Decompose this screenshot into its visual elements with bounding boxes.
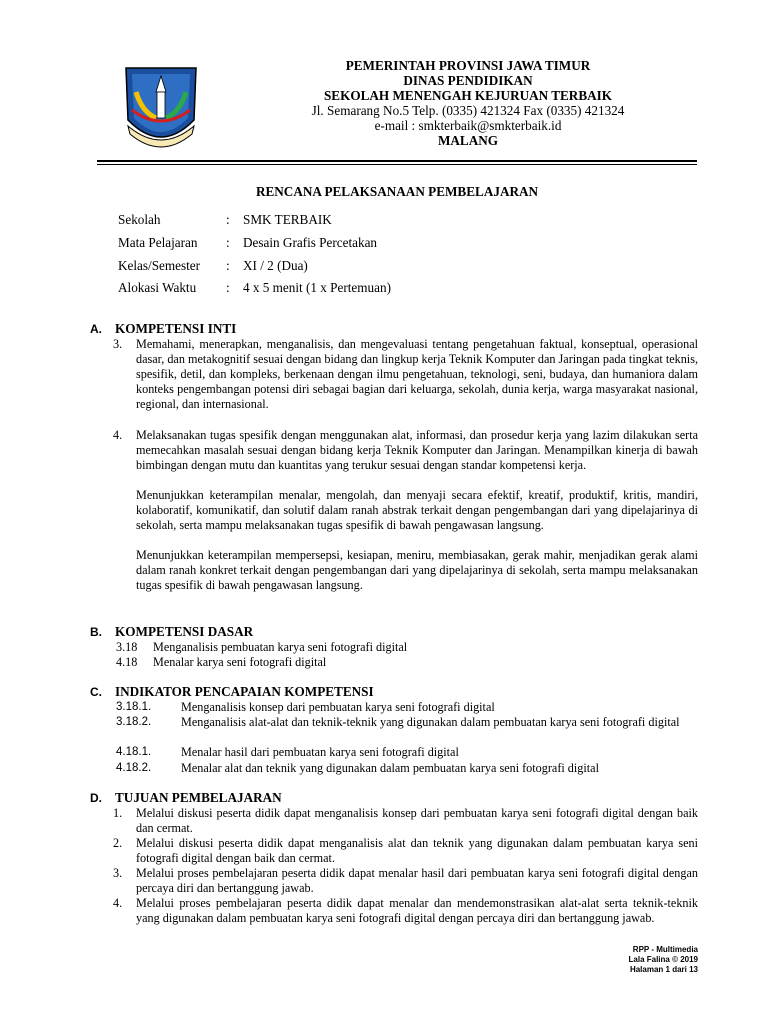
identity-sep: : <box>226 258 230 273</box>
letterhead <box>118 58 718 158</box>
section-letter: A. <box>90 322 102 336</box>
section-letter: B. <box>90 625 102 639</box>
identity-label: Alokasi Waktu <box>118 280 197 295</box>
kd-item-text: Menalar karya seni fotografi digital <box>153 655 327 669</box>
section-title: KOMPETENSI INTI <box>115 321 237 336</box>
section-title: TUJUAN PEMBELAJARAN <box>115 790 282 805</box>
identity-label: Kelas/Semester <box>118 258 201 273</box>
identity-label: Mata Pelajaran <box>118 235 198 250</box>
identity-value: SMK TERBAIK <box>243 212 332 227</box>
dept-name: DINAS PENDIDIKAN <box>403 73 533 88</box>
item-number: 3.18.1. <box>116 701 152 713</box>
item-number: 4.18.2. <box>116 762 152 774</box>
tujuan-item-text: Melalui proses pembelajaran peserta didik dapat menalar hasil dari pembuatan karya seni fotografi digital dengan percaya diri dan bertanggung jawab. <box>136 866 698 895</box>
document-title: RENCANA PELAKSANAAN PEMBELAJARAN <box>255 184 539 199</box>
school-email: e-mail : smkterbaik@smkterbaik.id <box>374 118 562 133</box>
identity-sep: : <box>226 212 230 227</box>
identity-value: XI / 2 (Dua) <box>243 258 308 273</box>
section-title: INDIKATOR PENCAPAIAN KOMPETENSI <box>115 684 374 699</box>
ki-item-text: Melaksanakan tugas spesifik dengan menggunakan alat, informasi, dan prosedur kerja yang lazim dilakukan serta memecahkan masalah sesuai dengan bidang kerja Teknik Komputer dan Jaringan. Menampilkan kinerja di bawah bimbingan dengan mutu dan kuantitas yang terukur sesuai dengan standar kompetensi kerja. <box>136 428 698 472</box>
section-b-heading <box>90 624 253 640</box>
tujuan-item-text: Melalui diskusi peserta didik dapat menganalisis konsep dari pembuatan karya seni fotografi digital dengan baik dan cermat. <box>136 806 698 835</box>
ki-extra-text: Menunjukkan keterampilan menalar, mengolah, dan menyaji secara efektif, kreatif, produktif, kritis, mandiri, kolaboratif, komunikatif, dan solutif dalam ranah abstrak terkait dengan pengembangan dari yang dipelajarinya di sekolah, serta mampu melaksanakan tugas spesifik di bawah pengawasan langsung. <box>136 488 698 532</box>
school-name: SEKOLAH MENENGAH KEJURUAN TERBAIK <box>323 88 613 103</box>
footer-page-number: Halaman 1 dari 13 <box>629 965 698 974</box>
section-a-heading <box>90 321 236 337</box>
item-number: 4.18.1. <box>116 746 152 758</box>
identity-label: Sekolah <box>118 212 161 227</box>
item-number: 3. <box>113 866 123 880</box>
ki-item-text: Memahami, menerapkan, menganalisis, dan mengevaluasi tentang pengetahuan faktual, konseptual, operasional dasar, dan metakognitif sesuai dengan bidang dan lingkup kerja Teknik Komputer dan Jaringan pada tingkat teknis, spesifik, detil, dan kompleks, berkenaan dengan ilmu pengetahuan, teknologi, seni, budaya, dan humaniora dalam konteks pengembangan potensi diri sebagai bagian dari keluarga, sekolah, dunia kerja, warga masyarakat nasional, regional, dan internasional. <box>136 337 698 411</box>
gov-name: PEMERINTAH PROVINSI JAWA TIMUR <box>345 58 591 73</box>
item-number: 2. <box>113 836 123 850</box>
section-letter: D. <box>90 791 102 805</box>
kd-item-text: Menganalisis pembuatan karya seni fotografi digital <box>153 640 408 654</box>
section-c-heading <box>90 684 374 700</box>
identity-value: Desain Grafis Percetakan <box>243 235 378 250</box>
section-d-heading <box>90 790 282 806</box>
identity-sep: : <box>226 235 230 250</box>
identity-sep: : <box>226 280 230 295</box>
tujuan-item-text: Melalui proses pembelajaran peserta didik dapat menalar dan mendemonstrasikan alat-alat serta teknik-teknik yang digunakan dalam pembuatan karya seni fotografi digital dengan percaya diri dan bertanggung jawab. <box>136 896 698 925</box>
item-number: 1. <box>113 806 123 820</box>
item-number: 4. <box>113 428 123 442</box>
school-city: MALANG <box>437 133 499 148</box>
ki-extra-text: Menunjukkan keterampilan mempersepsi, kesiapan, meniru, membiasakan, gerak mahir, menjadikan gerak alami dalam ranah konkret terkait dengan pengembangan dari yang dipelajarinya di sekolah, serta mampu melaksanakan tugas spesifik di bawah pengawasan langsung. <box>136 548 698 592</box>
item-number: 3.18.2. <box>116 716 152 728</box>
header-divider-thin <box>97 164 697 165</box>
school-address: Jl. Semarang No.5 Telp. (0335) 421324 Fax (0335) 421324 <box>311 103 625 118</box>
footer-doc-name: RPP - Multimedia <box>632 945 698 954</box>
item-number: 4.18 <box>116 655 138 669</box>
item-number: 3. <box>113 337 123 351</box>
ikk-item-text: Menganalisis konsep dari pembuatan karya seni fotografi digital <box>181 700 495 714</box>
ikk-item-text: Menganalisis alat-alat dan teknik-teknik yang digunakan dalam pembuatan karya seni fotografi digital <box>181 715 680 729</box>
ikk-item-text: Menalar alat dan teknik yang digunakan dalam pembuatan karya seni fotografi digital <box>181 761 599 775</box>
page-footer <box>629 945 698 975</box>
section-letter: C. <box>90 685 102 699</box>
ikk-item-text: Menalar hasil dari pembuatan karya seni fotografi digital <box>181 745 459 759</box>
tujuan-item-text: Melalui diskusi peserta didik dapat menganalisis alat dan teknik yang digunakan dalam pembuatan karya seni fotografi digital dengan baik dan cermat. <box>136 836 698 865</box>
header-divider-thick <box>97 160 697 162</box>
identity-value: 4 x 5 menit (1 x Pertemuan) <box>243 280 391 295</box>
item-number: 3.18 <box>116 640 138 654</box>
section-title: KOMPETENSI DASAR <box>115 624 254 639</box>
footer-author: Lala Falina © 2019 <box>628 955 698 964</box>
item-number: 4. <box>113 896 123 910</box>
